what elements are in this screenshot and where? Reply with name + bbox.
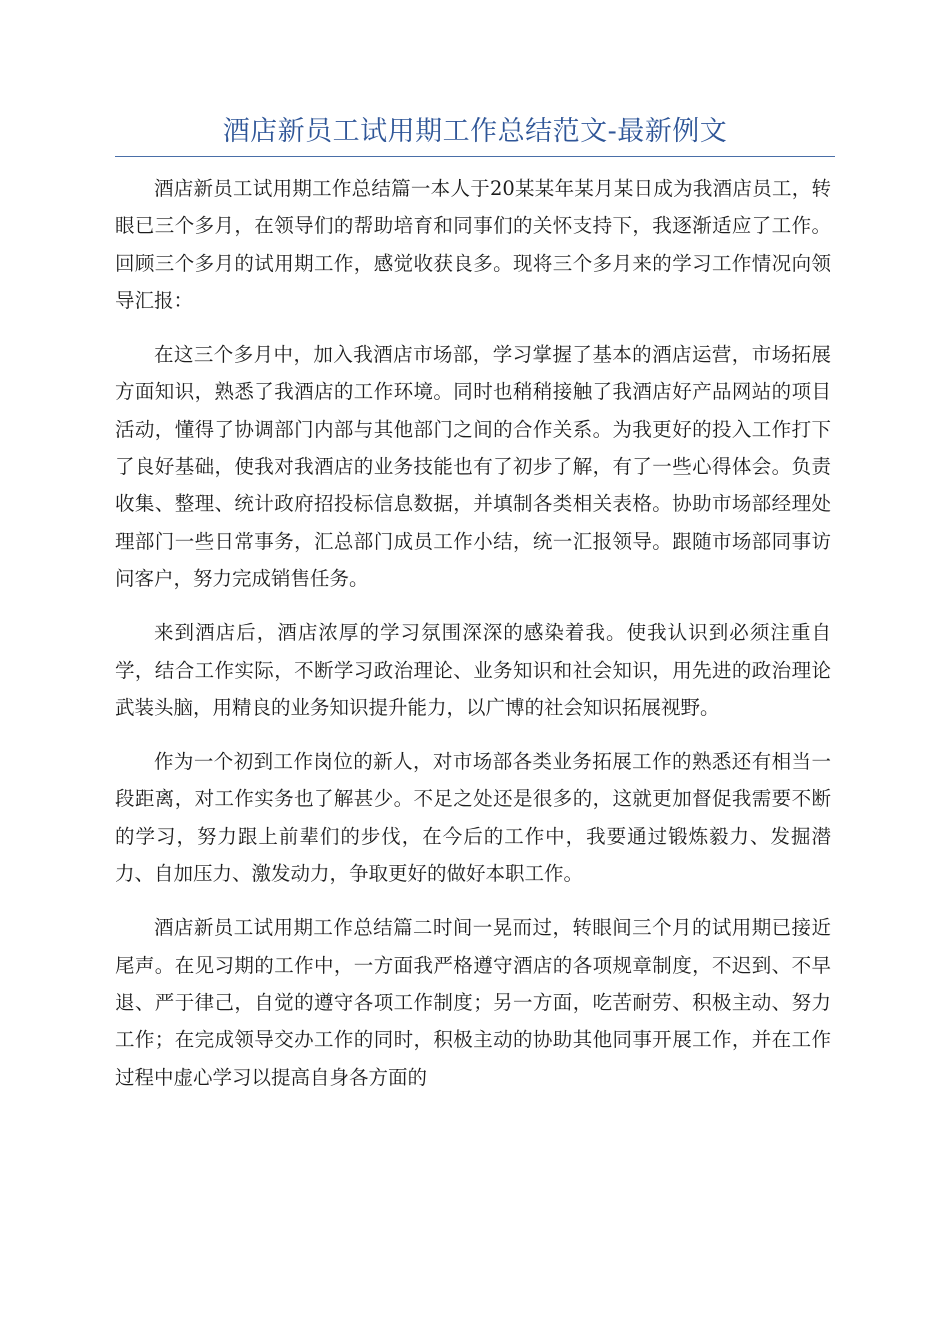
paragraph-4: 作为一个初到工作岗位的新人，对市场部各类业务拓展工作的熟悉还有相当一段距离，对工作实务也了解甚少。不足之处还是很多的，这就更加督促我需要不断的学习，努力跟上前辈们的步伐，在今后的工作中，我要通过锻炼毅力、发掘潜力、自加压力、激发动力，争取更好的做好本职工作。 — [115, 750, 831, 886]
paragraph-3: 来到酒店后，酒店浓厚的学习氛围深深的感染着我。使我认识到必须注重自学，结合工作实际，不断学习政治理论、业务知识和社会知识，用先进的政治理论武装头脑，用精良的业务知识提升能力，以广博的社会知识拓展视野。 — [115, 621, 831, 719]
title-block — [115, 112, 835, 157]
document-title: 酒店新员工试用期工作总结范文-最新例文 — [222, 116, 728, 147]
paragraph-5: 酒店新员工试用期工作总结篇二时间一晃而过，转眼间三个月的试用期已接近尾声。在见习期的工作中，一方面我严格遵守酒店的各项规章制度，不迟到、不早退、严于律己，自觉的遵守各项工作制度；另一方面，吃苦耐劳、积极主动、努力工作；在完成领导交办工作的同时，积极主动的协助其他同事开展工作，并在工作过程中虚心学习以提高自身各方面的 — [115, 916, 831, 1089]
document-body — [115, 170, 831, 1113]
paragraph-1: 酒店新员工试用期工作总结篇一本人于20某某年某月某日成为我酒店员工，转眼已三个多月，在领导们的帮助培育和同事们的关怀支持下，我逐渐适应了工作。回顾三个多月的试用期工作，感觉收获良多。现将三个多月来的学习工作情况向领导汇报： — [115, 177, 831, 312]
paragraph-2: 在这三个多月中，加入我酒店市场部，学习掌握了基本的酒店运营，市场拓展方面知识，熟悉了我酒店的工作环境。同时也稍稍接触了我酒店好产品网站的项目活动，懂得了协调部门内部与其他部门之间的合作关系。为我更好的投入工作打下了良好基础，使我对我酒店的业务技能也有了初步了解，有了一些心得体会。负责收集、整理、统计政府招投标信息数据，并填制各类相关表格。协助市场部经理处理部门一些日常事务，汇总部门成员工作小结，统一汇报领导。跟随市场部同事访问客户，努力完成销售任务。 — [115, 343, 831, 590]
